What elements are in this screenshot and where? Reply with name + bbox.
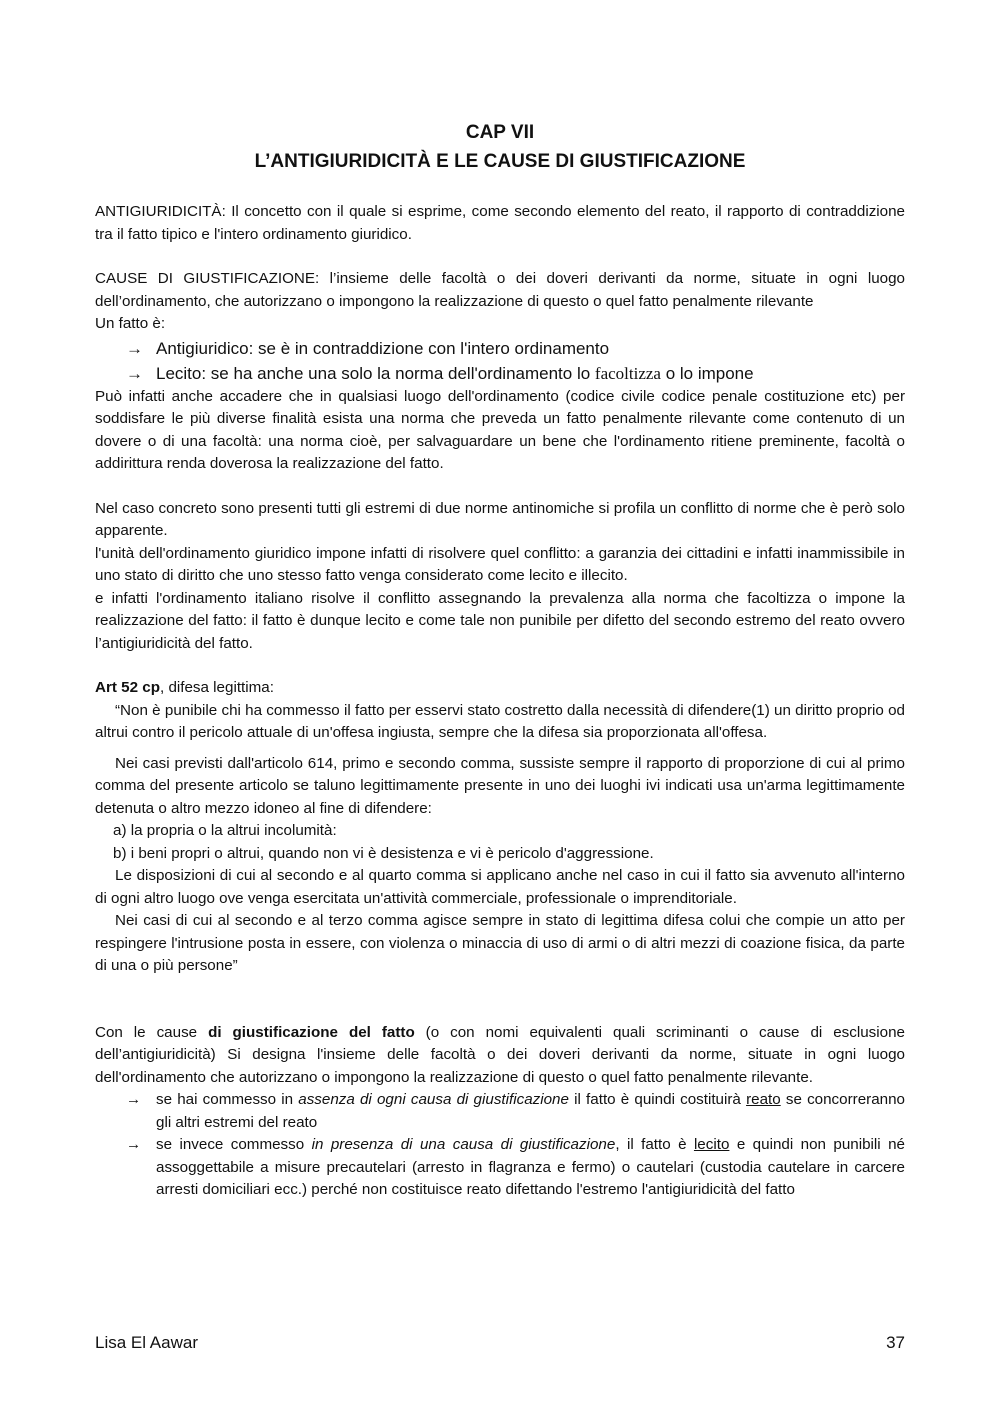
document-page — [95, 118, 905, 1202]
quote-comma-1: “Non è punibile chi ha commesso il fatto per esservi stato costretto dalla necessità di difendere(1) un diritto proprio od altrui contro il pericolo attuale di un'offesa ingiusta, sempre che la difesa sia proporzionata all'offesa. — [95, 701, 905, 741]
list-item-reato — [95, 1089, 905, 1134]
text-run: e quindi non punibili né assoggettabile a misure precautelari (arresto in flagranza e fermo) o cautelari (custodia cautelare in carcere arresti domiciliari ecc.) perché non costituisce reato difettando l'estremo l'antigiuridicità del fatto — [156, 1136, 905, 1198]
text-run: il fatto è quindi costituirà — [568, 1091, 747, 1108]
text-run: se invece commesso — [156, 1136, 312, 1153]
quote-comma-2: Nei casi previsti dall'articolo 614, primo e secondo comma, sussiste sempre il rapporto di proporzione di cui al primo comma del presente articolo se taluno legittimamente presente in uno dei luoghi ivi indicati usa un'arma legittimamente detenuta o altro mezzo idoneo al fine di difendere: — [95, 754, 905, 817]
fatto-definition-list — [95, 336, 905, 386]
quote-comma-4: Nei casi di cui al secondo e al terzo comma agisce sempre in stato di legittima difesa colui che compie un atto per respingere l'intrusione posta in essere, con violenza o minaccia di uso di armi o di altri mezzi di coazione fisica, da parte di una o più persone” — [95, 912, 905, 974]
italic-term: assenza di ogni causa di giustificazione — [298, 1091, 569, 1108]
paragraph-cause-giustificazione: CAUSE DI GIUSTIFICAZIONE: l’insieme delle facoltà o dei doveri derivanti da norme, situate in ogni luogo dell’ordinamento, che autorizzano o impongono la realizzazione di questo o quel fatto penalmente rilevante — [95, 270, 905, 310]
arrow-icon: → — [126, 363, 143, 383]
list-item-text: Antigiuridico: se è in contraddizione con l'intero ordinamento — [156, 338, 610, 358]
arrow-icon: → — [126, 1136, 142, 1153]
consequences-list — [95, 1089, 905, 1202]
list-item-lecito — [95, 361, 905, 386]
quote-point-a: a) la propria o la altrui incolumità: — [113, 822, 337, 839]
chapter-number: CAP VII — [465, 122, 535, 143]
paragraph-antigiuridicita: ANTIGIURIDICITÀ: Il concetto con il quale si esprime, come secondo elemento del reato, il rapporto di contraddizione tra il fatto tipico e l'intero ordinamento giuridico. — [95, 203, 905, 243]
paragraph-cause-fatto — [95, 1022, 905, 1090]
quote-point-b: b) i beni propri o altrui, quando non vi è desistenza e vi è pericolo d'aggressione. — [113, 844, 654, 862]
text-run: Con le cause — [95, 1023, 209, 1041]
text-run: , il fatto è — [615, 1136, 694, 1153]
paragraph-ordinamento-italiano: e infatti l'ordinamento italiano risolve il conflitto assegnando la prevalenza alla norma che facoltizza o impone la realizzazione del fatto: il fatto è dunque lecito e come tale non punibile per difetto del secondo estremo del reato ovvero l’antigiuridicità del fatto. — [95, 589, 905, 652]
bold-term: di giustificazione del fatto — [208, 1023, 415, 1041]
arrow-icon: → — [126, 338, 143, 358]
list-item-antigiuridico — [95, 336, 905, 361]
article-subject: , difesa legittima: — [160, 679, 274, 696]
arrow-icon: → — [126, 1091, 142, 1108]
paragraph-unita-ordinamento: l'unità dell'ordinamento giuridico impone infatti di risolvere quel conflitto: a garanzia dei cittadini e infatti inammissibile in uno stato di diritto che uno stesso fatto venga considerato come lecito e illecito. — [95, 544, 905, 584]
paragraph-puo-accadere: Può infatti anche accadere che in qualsiasi luogo dell'ordinamento (codice civile codice penale costituzione etc) per soddisfare le più diverse finalità esista una norma che preveda un fatto penalmente rilevante come contenuto di un dovere o di una facoltà: una norma cioè, per salvaguardare un bene che l'ordinamento ritiene preminente, facoltà o addirittura renda doverosa la realizzazione del fatto. — [95, 387, 905, 472]
italic-term: in presenza di una causa di giustificazione — [311, 1136, 616, 1153]
underlined-term: reato — [746, 1091, 781, 1108]
article-number: Art 52 cp — [95, 679, 160, 696]
page-footer — [95, 1333, 905, 1353]
list-item-text: Lecito: se ha anche una solo la norma dell'ordinamento lo — [156, 363, 595, 383]
text-run: (o con nomi equivalenti quali scriminanti o cause di esclusione dell’antigiuridicità) Si designa l'insieme delle facoltà o dei doveri derivanti da norme, situate in ogni luogo dell'ordinamento che autorizzano o impongono la realizzazione di questo o quel fatto penalmente rilevante. — [95, 1023, 905, 1086]
list-item-text-end: o lo impone — [660, 363, 754, 383]
chapter-title: L’ANTIGIURIDICITÀ E LE CAUSE DI GIUSTIFICAZIONE — [254, 151, 746, 172]
underlined-term: lecito — [693, 1136, 730, 1153]
article-heading — [95, 677, 905, 700]
quote-comma-3: Le disposizioni di cui al secondo e al quarto comma si applicano anche nel caso in cui il fatto sia avvenuto all'interno di ogni altro luogo ove venga esercitata un'attività commerciale, professionale o imprenditoriale. — [95, 867, 905, 907]
text-run: se hai commesso in — [156, 1091, 299, 1108]
list-item-text-serif: facoltizza — [594, 363, 661, 383]
footer-author: Lisa El Aawar — [95, 1333, 198, 1352]
page-number: 37 — [886, 1333, 905, 1352]
paragraph-caso-concreto: Nel caso concreto sono presenti tutti gli estremi di due norme antinomiche si profila un conflitto di norme che è però solo apparente. — [95, 499, 905, 539]
paragraph-un-fatto: Un fatto è: — [95, 315, 166, 332]
list-item-lecito-2 — [95, 1134, 905, 1202]
text-run: se concorreranno gli altri estremi del reato — [156, 1091, 906, 1131]
